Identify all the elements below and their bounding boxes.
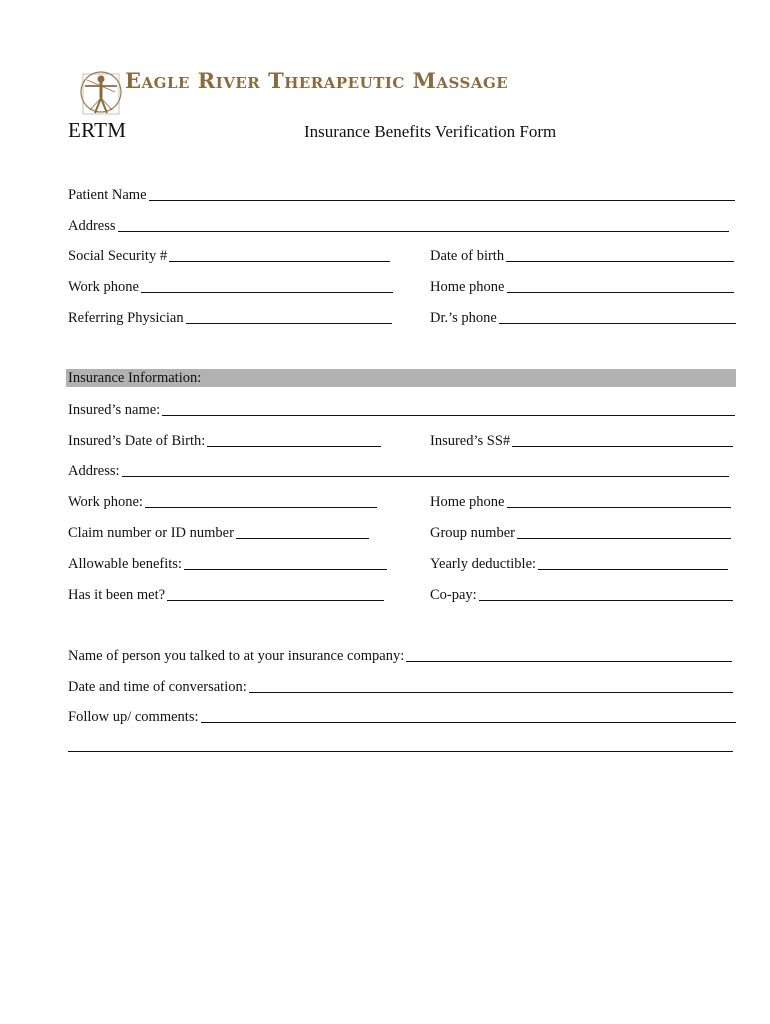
has-been-met-field[interactable] xyxy=(68,586,384,604)
insured-home-phone-line[interactable] xyxy=(507,493,732,508)
dob-label: Date of birth xyxy=(430,248,505,264)
person-talked-label: Name of person you talked to at your insurance company: xyxy=(68,648,405,664)
work-phone-label: Work phone xyxy=(68,279,139,295)
follow-up-line[interactable] xyxy=(201,708,737,723)
insured-ss-label: Insured’s SS# xyxy=(430,433,511,449)
insured-work-phone-line[interactable] xyxy=(145,493,377,508)
home-phone-label: Home phone xyxy=(430,279,505,295)
yearly-deductible-line[interactable] xyxy=(538,555,728,570)
vitruvian-man-logo xyxy=(78,68,124,118)
insured-home-phone-field[interactable] xyxy=(430,493,731,511)
allowable-benefits-line[interactable] xyxy=(184,555,387,570)
claim-number-field[interactable] xyxy=(68,524,369,542)
has-been-met-label: Has it been met? xyxy=(68,587,166,603)
date-time-line[interactable] xyxy=(249,678,733,693)
allowable-benefits-label: Allowable benefits: xyxy=(68,556,182,572)
patient-name-label: Patient Name xyxy=(68,187,147,203)
address-label: Address xyxy=(68,218,116,234)
dr-phone-line[interactable] xyxy=(499,309,736,324)
group-number-line[interactable] xyxy=(517,524,731,539)
co-pay-line[interactable] xyxy=(479,586,733,601)
has-been-met-line[interactable] xyxy=(167,586,384,601)
referring-physician-field[interactable] xyxy=(68,309,392,327)
follow-up-field[interactable] xyxy=(68,708,736,726)
date-time-label: Date and time of conversation: xyxy=(68,679,247,695)
group-number-field[interactable] xyxy=(430,524,731,542)
insured-dob-line[interactable] xyxy=(207,432,381,447)
insured-name-line[interactable] xyxy=(162,401,735,416)
work-phone-field[interactable] xyxy=(68,278,393,296)
dob-line[interactable] xyxy=(506,247,734,262)
insured-work-phone-label: Work phone: xyxy=(68,494,143,510)
insured-home-phone-label: Home phone xyxy=(430,494,505,510)
insured-ss-line[interactable] xyxy=(512,432,733,447)
co-pay-label: Co-pay: xyxy=(430,587,477,603)
referring-physician-line[interactable] xyxy=(186,309,392,324)
insured-address-line[interactable] xyxy=(122,462,729,477)
work-phone-line[interactable] xyxy=(141,278,393,293)
allowable-benefits-field[interactable] xyxy=(68,555,387,573)
ssn-label: Social Security # xyxy=(68,248,168,264)
address-field[interactable] xyxy=(68,217,729,235)
dob-field[interactable] xyxy=(430,247,734,265)
insured-dob-field[interactable] xyxy=(68,432,381,450)
insured-dob-label: Insured’s Date of Birth: xyxy=(68,433,206,449)
insured-address-label: Address: xyxy=(68,463,120,479)
ssn-line[interactable] xyxy=(169,247,390,262)
person-talked-field[interactable] xyxy=(68,647,732,665)
insured-work-phone-field[interactable] xyxy=(68,493,377,511)
insured-address-field[interactable] xyxy=(68,462,729,480)
home-phone-field[interactable] xyxy=(430,278,734,296)
comments-extra-line[interactable] xyxy=(68,751,733,752)
patient-name-line[interactable] xyxy=(149,186,735,201)
ssn-field[interactable] xyxy=(68,247,390,265)
yearly-deductible-label: Yearly deductible: xyxy=(430,556,537,572)
address-line[interactable] xyxy=(118,217,729,232)
insurance-section-header: Insurance Information: xyxy=(66,369,736,387)
claim-number-line[interactable] xyxy=(236,524,369,539)
insured-ss-field[interactable] xyxy=(430,432,733,450)
brand-name: Eagle River Therapeutic Massage xyxy=(125,68,509,93)
home-phone-line[interactable] xyxy=(507,278,735,293)
group-number-label: Group number xyxy=(430,525,515,541)
insured-name-field[interactable] xyxy=(68,401,735,419)
yearly-deductible-field[interactable] xyxy=(430,555,728,573)
claim-number-label: Claim number or ID number xyxy=(68,525,234,541)
person-talked-line[interactable] xyxy=(406,647,732,662)
form-title: Insurance Benefits Verification Form xyxy=(304,122,557,141)
brand-abbreviation: ERTM xyxy=(68,118,127,142)
referring-physician-label: Referring Physician xyxy=(68,310,184,326)
co-pay-field[interactable] xyxy=(430,586,733,604)
dr-phone-field[interactable] xyxy=(430,309,736,327)
follow-up-label: Follow up/ comments: xyxy=(68,709,199,725)
dr-phone-label: Dr.’s phone xyxy=(430,310,497,326)
patient-name-field[interactable] xyxy=(68,186,735,204)
insured-name-label: Insured’s name: xyxy=(68,402,161,418)
date-time-field[interactable] xyxy=(68,678,733,696)
